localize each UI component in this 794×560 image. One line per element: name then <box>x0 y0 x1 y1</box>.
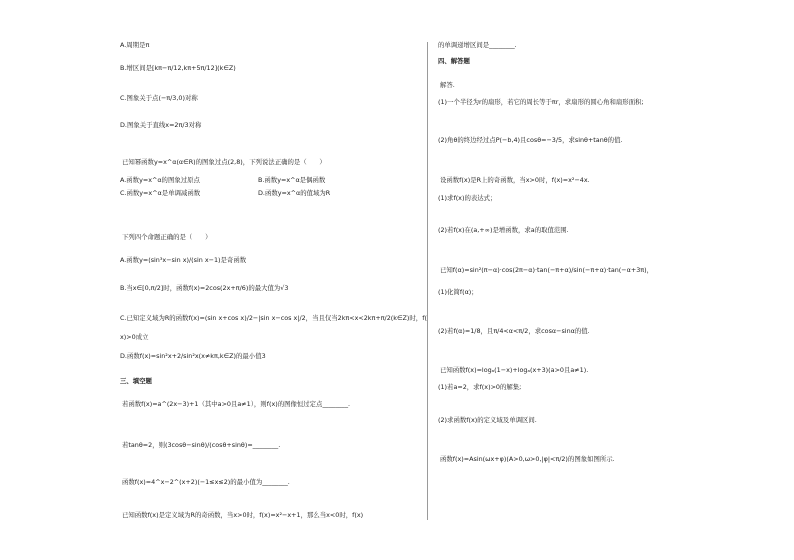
fill-question-3: 函数f(x)=4^x−2^(x+2)(−1≤x≤2)的最小值为________. <box>122 478 290 486</box>
option-a: A.周期是π <box>120 41 150 49</box>
section-fill-in: 三、填空题 <box>120 377 152 385</box>
four-option-c-cont: x)>0成立 <box>120 333 149 341</box>
option-b: B.增区间是[kπ−π/12,kπ+5π/12](k∈Z) <box>120 64 236 72</box>
option-d: D.图象关于直线x=2π/3对称 <box>120 121 202 129</box>
four-option-d: D.函数f(x)=sin²x+2/sin²x(x≠kπ,k∈Z)的最小值3 <box>120 352 266 360</box>
log-part-1: (1)若a=2，求f(x)>0的解集; <box>438 383 522 391</box>
column-divider <box>427 42 428 520</box>
problem-angle: (2)角θ的终边经过点P(−b,4)且cosθ=−3/5，求sinθ+tanθ的值. <box>438 136 623 144</box>
option-c: C.图象关于点(−π/3,0)对称 <box>120 94 198 102</box>
power-option-d: D.函数y=x^α的值域为R <box>258 189 331 197</box>
power-option-b: B.函数y=x^α是偶函数 <box>258 176 326 184</box>
fill-question-2: 若tanθ=2，则(3cosθ−sinθ)/(cosθ+sinθ)=________. <box>122 441 281 449</box>
four-option-b: B.当x∈[0,π/2]时，函数f(x)=2cos(2x+π/6)的最大值为√3 <box>120 284 289 292</box>
power-option-c: C.函数y=x^α是单调减函数 <box>120 189 201 197</box>
log-part-2: (2)求函数f(x)的定义域及单调区间. <box>438 416 537 424</box>
fill-question-4-cont: 的单调递增区间是________. <box>438 41 517 49</box>
question-power-function: 已知幂函数y=x^α(α∈R)的图象过点(2,8)，下列说法正确的是（ ） <box>122 158 326 166</box>
odd-function-part-2: (2)若f(x)在(a,+∞)是增函数，求a的取值范围. <box>438 226 569 234</box>
section-answer: 四、解答题 <box>438 57 470 65</box>
odd-function-part-1: (1)求f(x)的表达式； <box>438 194 497 202</box>
problem-odd-function: 设函数f(x)是R上的奇函数，当x>0时，f(x)=x²−4x. <box>440 176 590 184</box>
power-option-a: A.函数y=x^α的图象过原点 <box>120 176 200 184</box>
four-option-a: A.函数y=(sin³x−sin x)/(sin x−1)是奇函数 <box>120 256 247 264</box>
answer-label: 解答. <box>440 81 455 89</box>
trig-part-2: (2)若f(α)=1/8，且π/4<α<π/2，求cosα−sinα的值. <box>438 327 590 335</box>
problem-sine-graph: 函数f(x)=Asin(ωx+φ)(A>0,ω>0,|φ|<π/2)的图象如图所示. <box>440 455 615 463</box>
fill-question-4: 已知函数f(x)是定义域为R的奇函数，当x>0时，f(x)=x²−x+1，那么当x<0时，f(x) <box>122 511 364 519</box>
four-option-c: C.已知定义域为R的函数f(x)=(sin x+cos x)/2−|sin x−cos x|/2，当且仅当2kπ<x<2kπ+π/2(k∈Z)时，f( <box>120 314 427 322</box>
problem-trig-expression: 已知f(α)=sin²(π−α)·cos(2π−α)·tan(−π+α)/sin(−π+α)·tan(−α+3π)， <box>440 266 653 274</box>
problem-log-function: 已知函数f(x)=logₐ(1−x)+logₐ(x+3)(a>0且a≠1). <box>440 366 589 374</box>
trig-part-1: (1)化简f(α)； <box>438 288 478 296</box>
fill-question-1: 若函数f(x)=a^(2x−3)+1（其中a>0且a≠1），则f(x)的图像恒过定点________. <box>122 400 351 408</box>
question-four-propositions: 下列四个命题正确的是（ ） <box>122 233 212 241</box>
problem-sector: (1)一个半径为r的扇形，若它的周长等于πr，求扇形的圆心角和扇形面积; <box>438 98 644 106</box>
